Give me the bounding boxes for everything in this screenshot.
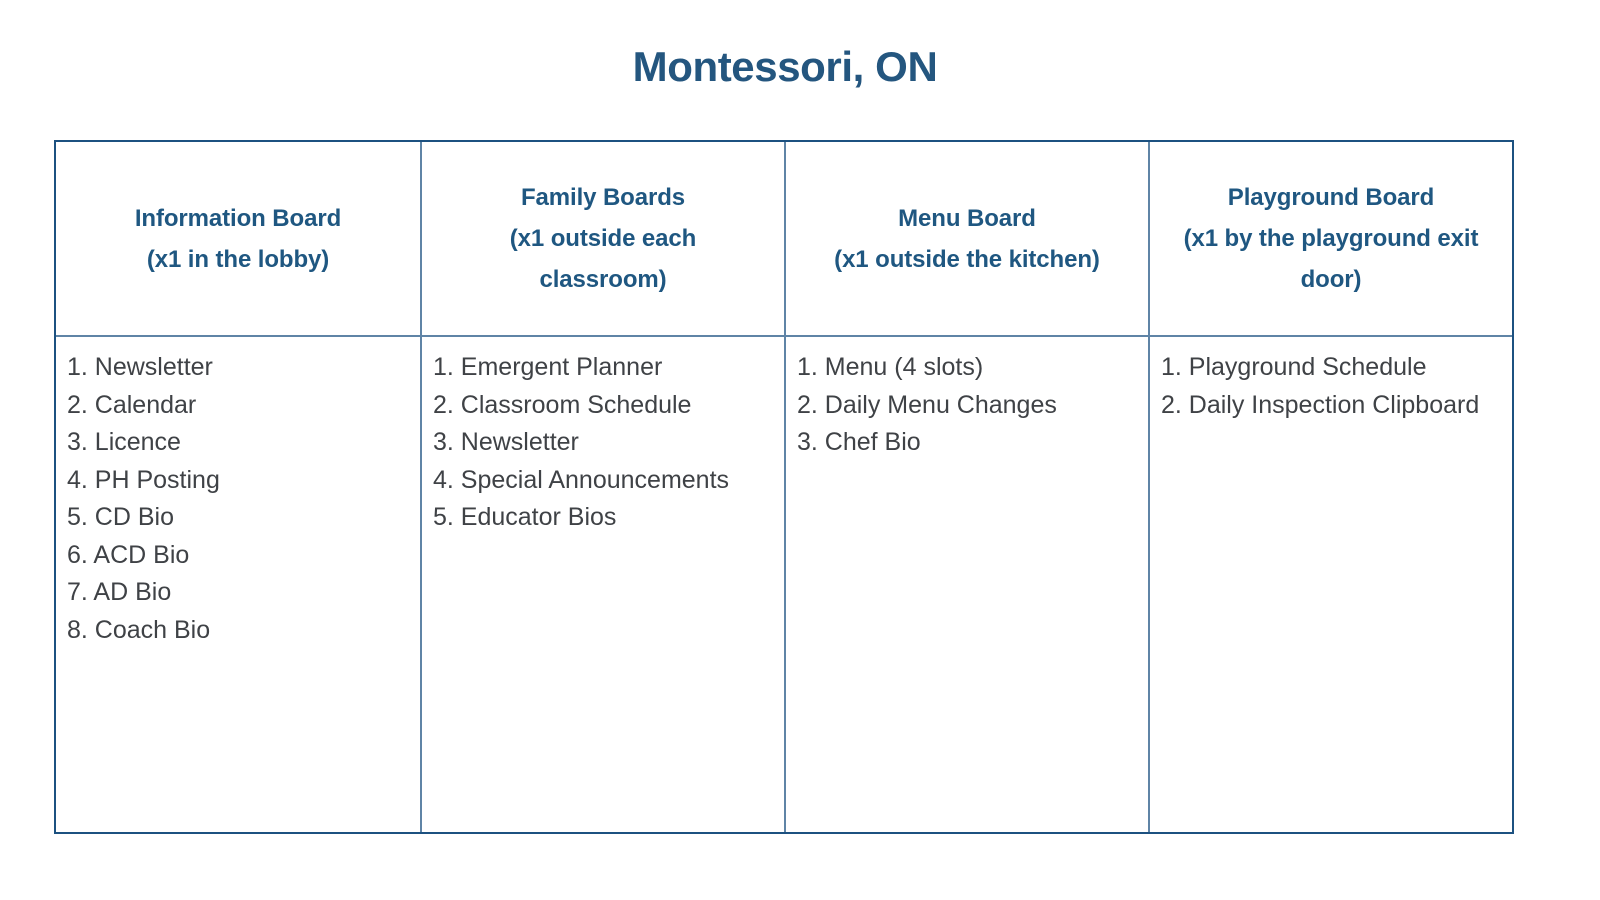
body-cell-content [1150, 335, 1512, 832]
list-item: 3. Chef Bio [797, 428, 921, 456]
table-inner [56, 142, 1512, 832]
boards-table [54, 140, 1514, 834]
header-cell-content [786, 142, 1148, 335]
header-line: Menu Board [898, 204, 1036, 232]
list-item: 5. Educator Bios [433, 503, 617, 531]
header-cell-content [1150, 142, 1512, 335]
header-body-divider [56, 335, 1512, 337]
table-body-cell-family-boards [420, 335, 784, 832]
header-cell-content [422, 142, 784, 335]
header-line: Information Board [134, 204, 342, 232]
body-cell-content [422, 335, 784, 832]
list-item: 1. Playground Schedule [1161, 353, 1427, 381]
header-line: (x1 in the lobby) [146, 245, 330, 273]
body-cell-content [786, 335, 1148, 832]
list-item: 4. PH Posting [67, 465, 220, 494]
table-body-cell-playground-board [1148, 335, 1512, 832]
table-header-row [56, 142, 1512, 335]
table-header-cell-information-board [56, 142, 420, 335]
list-item: 2. Calendar [67, 390, 197, 419]
list-item: 4. Special Announcements [433, 465, 730, 494]
list-item: 2. Daily Inspection Clipboard [1161, 390, 1480, 419]
table-body-cell-menu-board [784, 335, 1148, 832]
table-header-cell-menu-board [784, 142, 1148, 335]
page-title: Montessori, ON [632, 43, 938, 90]
list-item: 3. Licence [67, 428, 181, 456]
list-item: 5. CD Bio [67, 503, 174, 531]
table-header-cell-playground-board [1148, 142, 1512, 335]
list-item: 2. Daily Menu Changes [797, 390, 1057, 419]
header-line: Playground Board [1227, 184, 1435, 211]
list-item: 8. Coach Bio [67, 615, 211, 644]
table-body-cell-information-board [56, 335, 420, 832]
header-line: classroom) [539, 266, 667, 293]
item-list-playground-board [1161, 349, 1512, 424]
item-list-menu-board [797, 349, 1148, 462]
list-item: 2. Classroom Schedule [433, 390, 692, 419]
header-cell-content [56, 142, 420, 335]
item-list-information-board [67, 349, 420, 649]
header-line: (x1 by the playground exit [1183, 225, 1479, 252]
body-cell-content [56, 335, 420, 832]
table-header-cell-family-boards [420, 142, 784, 335]
header-text [1154, 177, 1508, 300]
item-list-family-boards [433, 349, 784, 537]
list-item: 1. Menu (4 slots) [797, 353, 984, 381]
list-item: 3. Newsletter [433, 428, 579, 456]
header-line: (x1 outside the kitchen) [834, 245, 1100, 273]
header-line: (x1 outside each [509, 225, 697, 252]
list-item: 6. ACD Bio [67, 540, 190, 569]
header-text [426, 177, 780, 300]
list-item: 7. AD Bio [67, 578, 172, 606]
table-body-row [56, 335, 1512, 832]
header-line: Family Boards [520, 184, 686, 211]
list-item: 1. Newsletter [67, 353, 213, 381]
header-line: door) [1300, 266, 1362, 293]
list-item: 1. Emergent Planner [433, 353, 663, 381]
header-text [790, 198, 1144, 280]
header-text [60, 198, 416, 280]
